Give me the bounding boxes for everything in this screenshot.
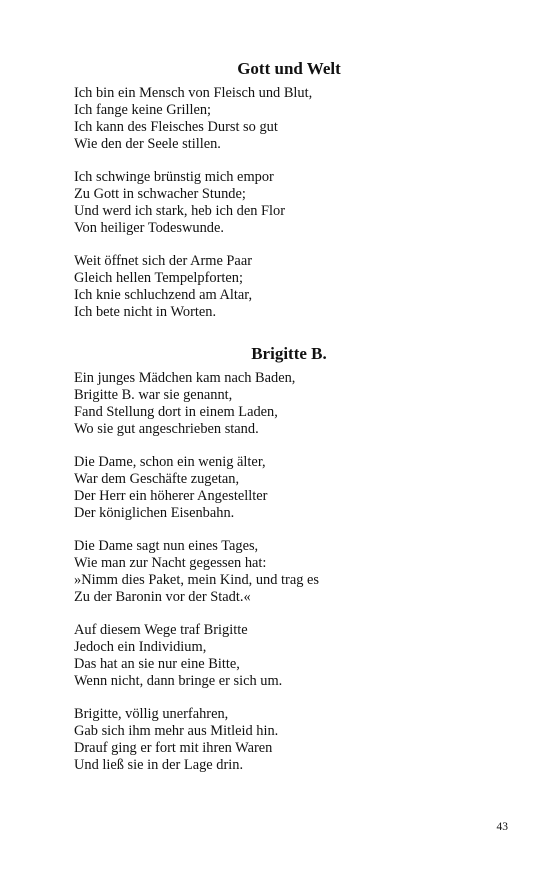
verse-line: Ich kann des Fleisches Durst so gut	[74, 119, 278, 135]
stanza	[74, 622, 494, 690]
stanza	[74, 706, 494, 774]
verse-line: Zu der Baronin vor der Stadt.«	[74, 589, 251, 605]
stanza	[74, 169, 494, 237]
verse-line: Jedoch ein Individium,	[74, 639, 207, 655]
verse-line: Die Dame, schon ein wenig älter,	[74, 454, 266, 470]
verse-line: Die Dame sagt nun eines Tages,	[74, 538, 259, 554]
verse-line: Ich fange keine Grillen;	[74, 102, 212, 118]
verse-line: Drauf ging er fort mit ihren Waren	[74, 740, 273, 756]
page-number: 43	[496, 821, 508, 833]
stanza-gap	[74, 690, 494, 706]
verse-line: Gleich hellen Tempelpforten;	[74, 270, 243, 286]
verse-line: Auf diesem Wege traf Brigitte	[74, 622, 248, 638]
verse-line: Weit öffnet sich der Arme Paar	[74, 253, 252, 269]
stanza	[74, 454, 494, 522]
verse-line: Zu Gott in schwacher Stunde;	[74, 186, 246, 202]
verse-line: Wie man zur Nacht gegessen hat:	[74, 555, 267, 571]
verse-line: »Nimm dies Paket, mein Kind, und trag es	[74, 572, 320, 588]
verse-line: Gab sich ihm mehr aus Mitleid hin.	[74, 723, 279, 739]
poem-title: Gott und Welt	[237, 59, 341, 78]
stanza	[74, 538, 494, 606]
stanza-gap	[74, 153, 494, 169]
verse-line: Ich schwinge brünstig mich empor	[74, 169, 274, 185]
stanza-gap	[74, 438, 494, 454]
verse-line: Und ließ sie in der Lage drin.	[74, 757, 244, 773]
verse-line: Wo sie gut angeschrieben stand.	[74, 421, 259, 437]
verse-line: Wenn nicht, dann bringe er sich um.	[74, 673, 283, 689]
stanza-gap	[74, 606, 494, 622]
verse-line: Der königlichen Eisenbahn.	[74, 505, 235, 521]
verse-line: Brigitte B. war sie genannt,	[74, 387, 233, 403]
verse-line: Ich knie schluchzend am Altar,	[74, 287, 253, 303]
stanza	[74, 85, 494, 153]
stanza-gap	[74, 237, 494, 253]
verse-line: Fand Stellung dort in einem Laden,	[74, 404, 278, 420]
stanza	[74, 253, 494, 321]
stanza-gap	[74, 522, 494, 538]
verse-line: Ich bin ein Mensch von Fleisch und Blut,	[74, 85, 313, 101]
verse-line: Das hat an sie nur eine Bitte,	[74, 656, 240, 672]
verse-line: Wie den der Seele stillen.	[74, 136, 221, 152]
stanza	[74, 370, 494, 438]
verse-line: Der Herr ein höherer Angestellter	[74, 488, 268, 504]
verse-line: Und werd ich stark, heb ich den Flor	[74, 203, 286, 219]
verse-line: Von heiliger Todeswunde.	[74, 220, 224, 236]
verse-line: War dem Geschäfte zugetan,	[74, 471, 240, 487]
verse-line: Ich bete nicht in Worten.	[74, 304, 217, 320]
poem-brigitte-b	[74, 344, 494, 774]
poem-title: Brigitte B.	[251, 344, 327, 363]
poem-gott-und-welt	[74, 59, 494, 321]
verse-line: Ein junges Mädchen kam nach Baden,	[74, 370, 296, 386]
verse-line: Brigitte, völlig unerfahren,	[74, 706, 229, 722]
